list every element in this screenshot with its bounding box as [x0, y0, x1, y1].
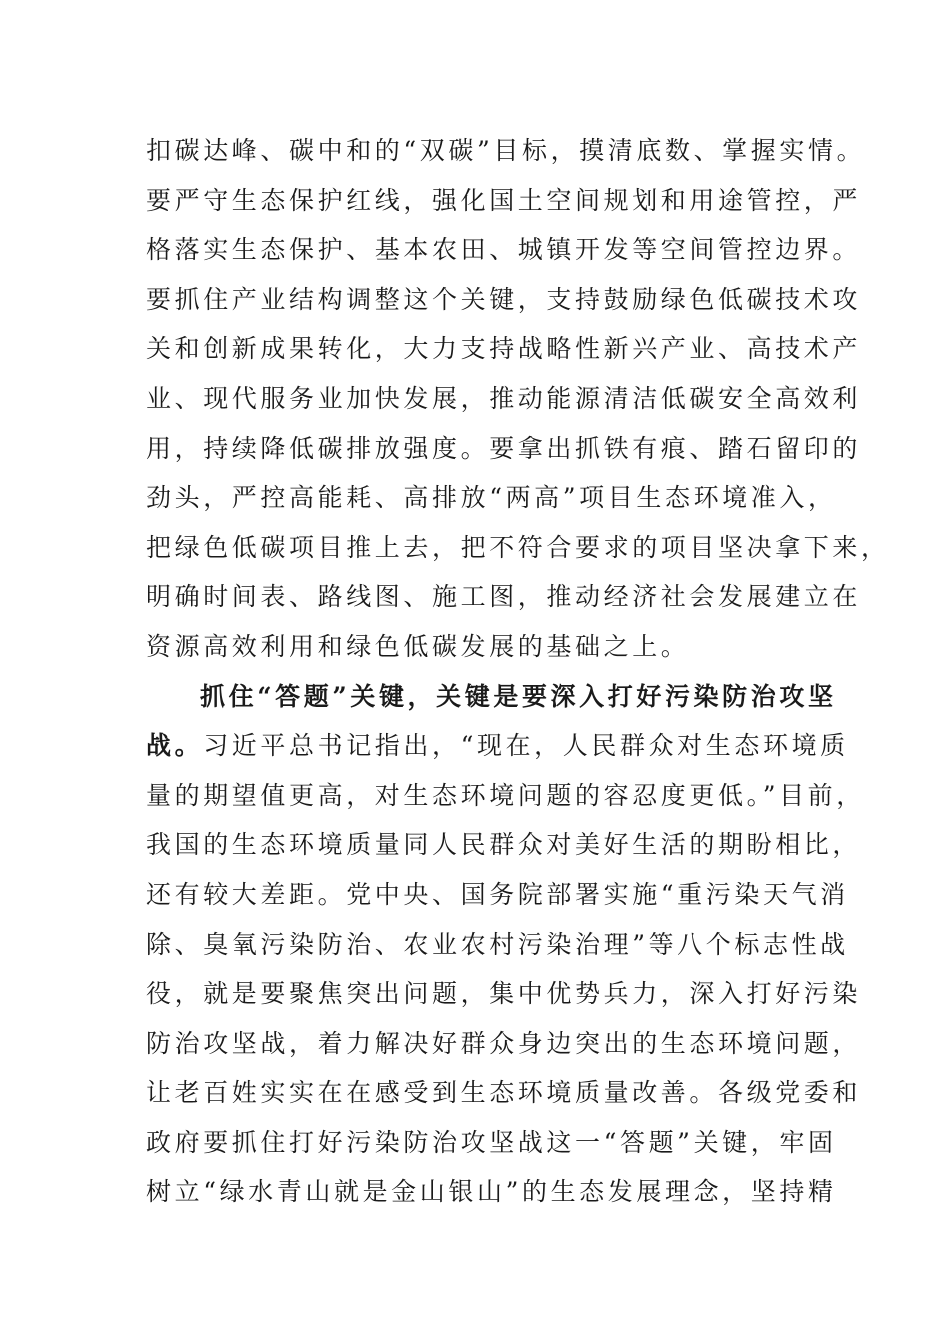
paragraph-heading: 抓住“答题”关键，关键是要深入打好污染防治攻坚 [200, 681, 837, 711]
text-line-rest: 习近平总书记指出，“现在，人民群众对生态环境质 [203, 731, 849, 761]
text-line: 把绿色低碳项目推上去，把不符合要求的项目坚决拿下来， [146, 532, 890, 562]
text-line: 政府要抓住打好污染防治攻坚战这一“答题”关键，牢固 [146, 1127, 837, 1157]
paragraph-1 [146, 126, 890, 672]
text-line: 让老百姓实实在在感受到生态环境质量改善。各级党委和 [146, 1078, 862, 1108]
text-line: 格落实生态保护、基本农田、城镇开发等空间管控边界。 [146, 235, 862, 265]
body-text [146, 126, 890, 1217]
text-line: 劲头，严控高能耗、高排放“两高”项目生态环境准入， [146, 483, 837, 513]
text-line: 防治攻坚战，着力解决好群众身边突出的生态环境问题， [146, 1028, 862, 1058]
text-line: 业、现代服务业加快发展，推动能源清洁低碳安全高效利 [146, 383, 862, 413]
text-line: 关和创新成果转化，大力支持战略性新兴产业、高技术产 [146, 334, 862, 364]
text-line: 明确时间表、路线图、施工图，推动经济社会发展建立在 [146, 582, 862, 612]
text-line: 扣碳达峰、碳中和的“双碳”目标，摸清底数、掌握实情。 [146, 136, 866, 165]
text-line: 我国的生态环境质量同人民群众对美好生活的期盼相比， [146, 830, 862, 860]
text-line: 还有较大差距。党中央、国务院部署实施“重污染天气消 [146, 879, 849, 909]
text-line: 除、臭氧污染防治、农业农村污染治理”等八个标志性战 [146, 929, 849, 959]
text-line: 要抓住产业结构调整这个关键，支持鼓励绿色低碳技术攻 [146, 284, 862, 314]
text-line: 要严守生态保护红线，强化国土空间规划和用途管控，严 [146, 185, 862, 215]
paragraph-2 [146, 672, 865, 1218]
text-line: 资源高效利用和绿色低碳发展的基础之上。 [146, 631, 690, 661]
text-line: 役，就是要聚焦突出问题，集中优势兵力，深入打好污染 [146, 979, 862, 1009]
text-line: 用，持续降低碳排放强度。要拿出抓铁有痕、踏石留印的 [146, 433, 862, 463]
text-line: 树立“绿水青山就是金山银山”的生态发展理念，坚持精 [146, 1177, 837, 1207]
paragraph-heading-end: 战。 [146, 731, 204, 761]
text-line: 量的期望值更高，对生态环境问题的容忍度更低。”目前， [146, 780, 865, 810]
text-line [146, 721, 849, 771]
